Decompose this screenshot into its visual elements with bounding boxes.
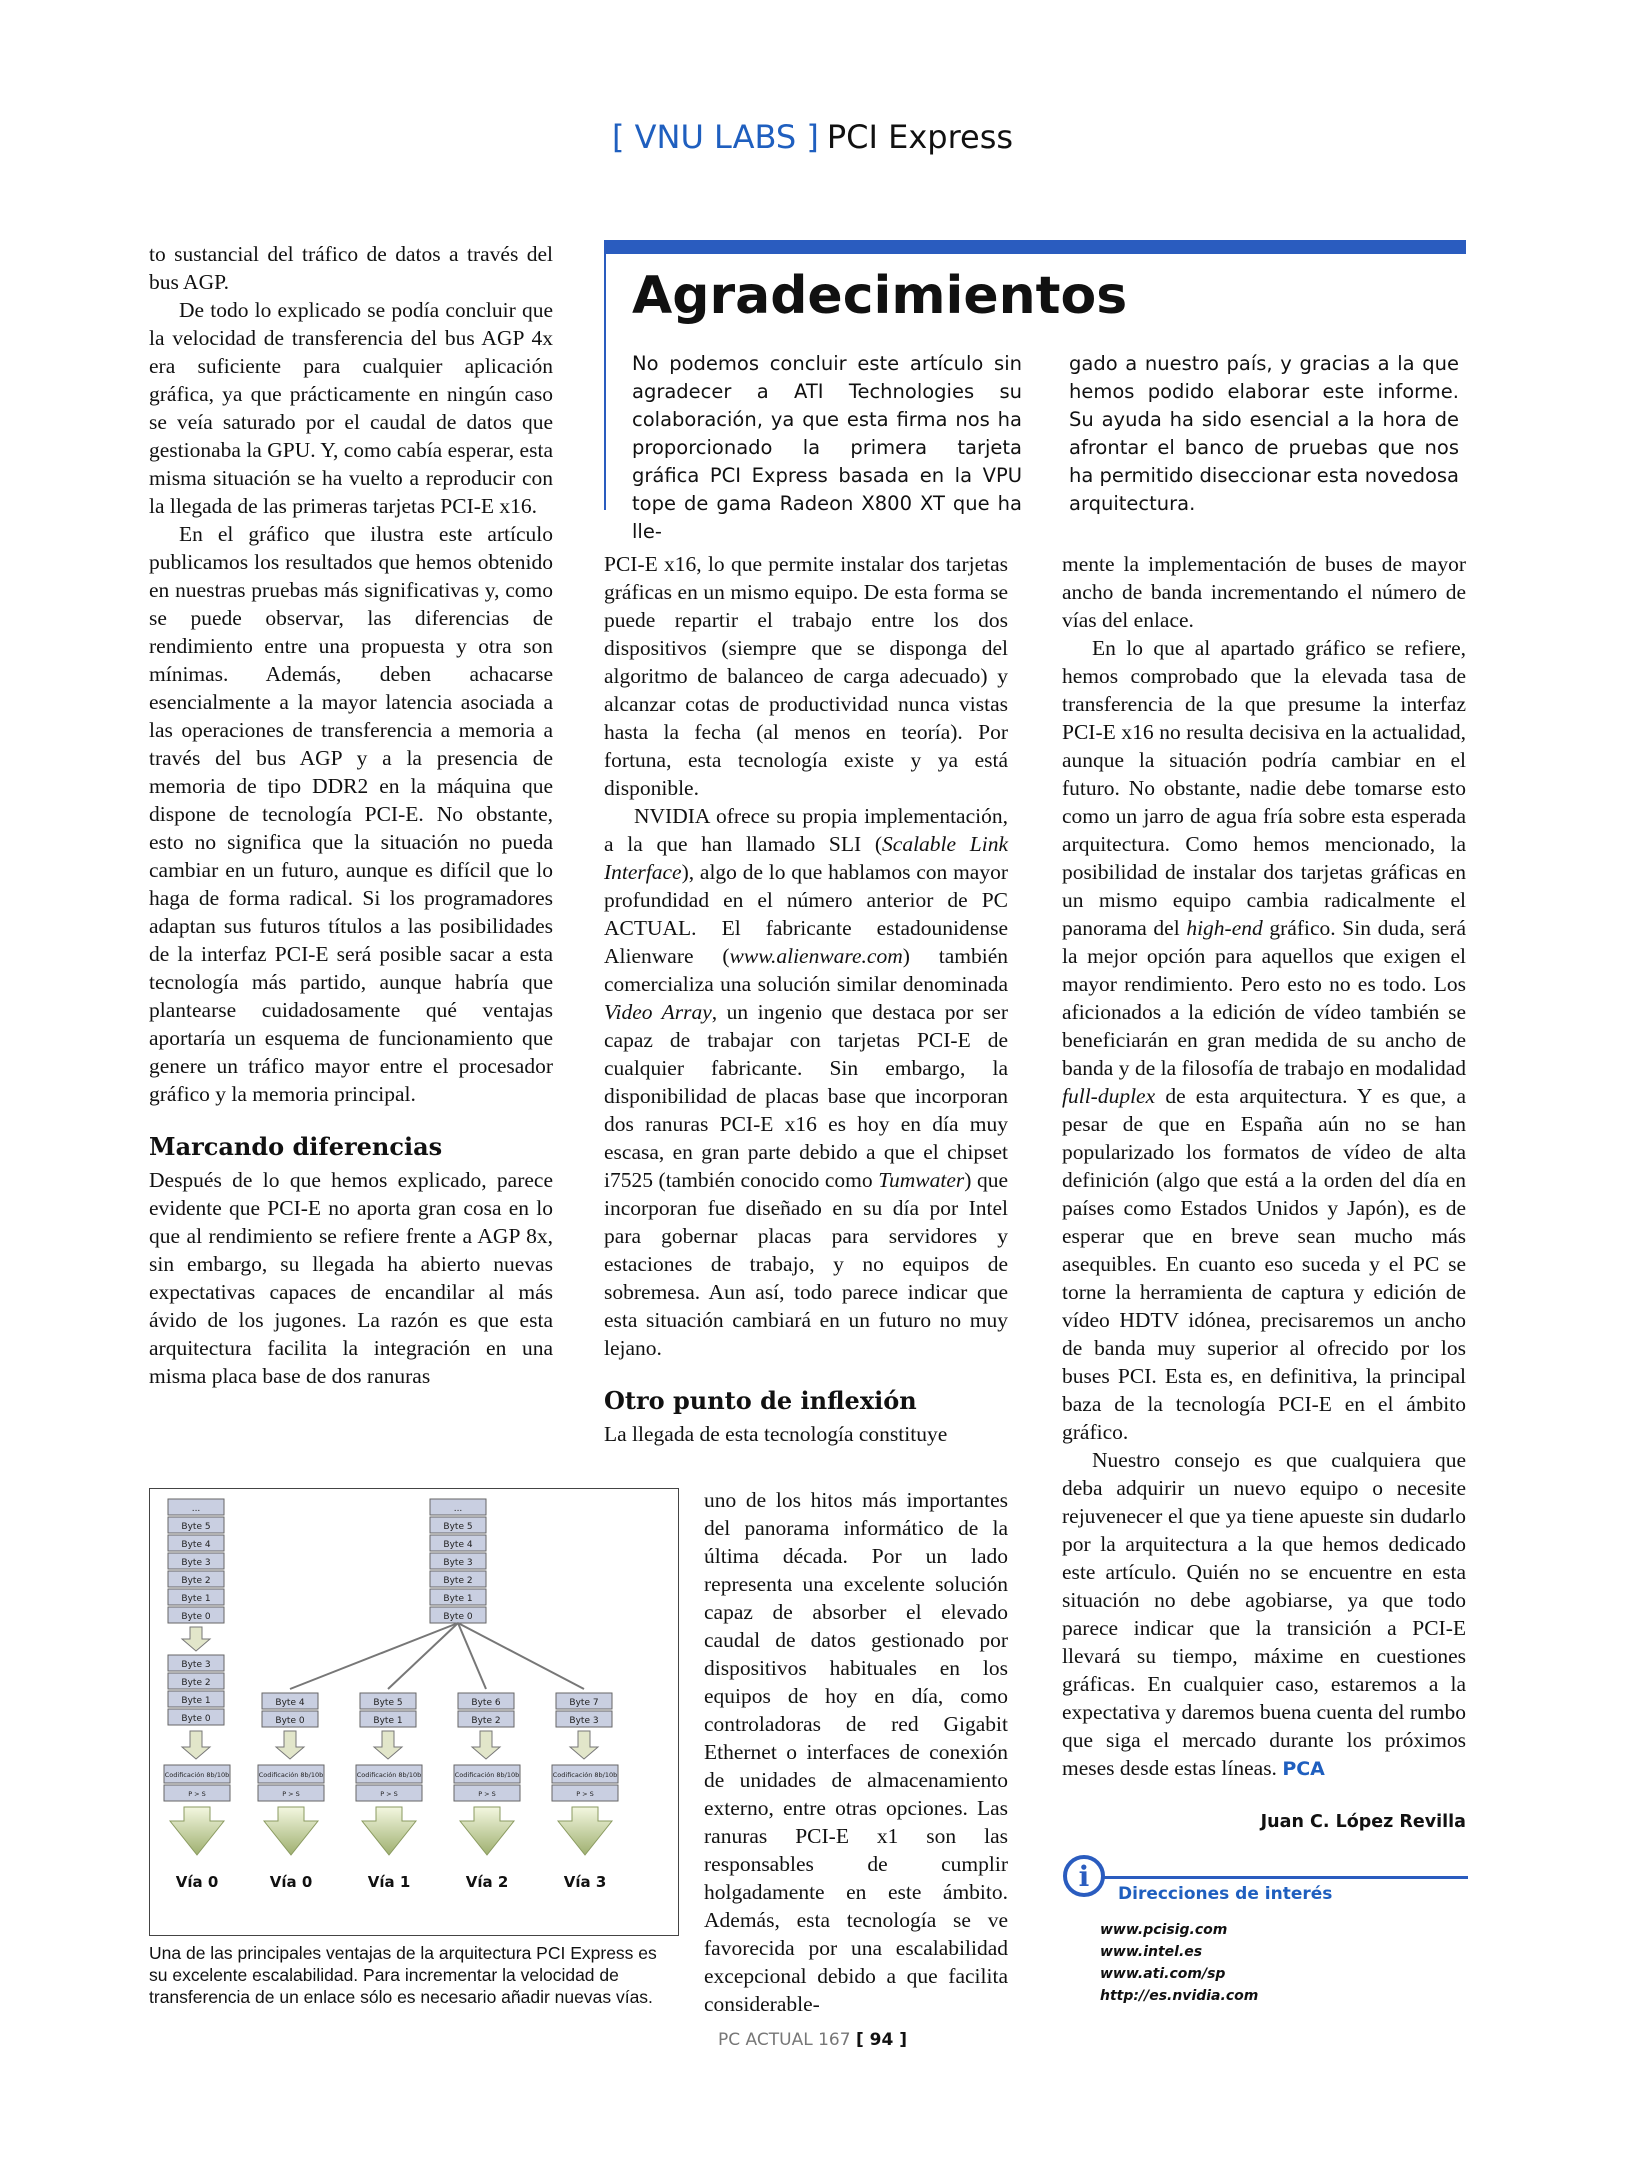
paragraph: La llegada de esta tecnología constituye [604, 1422, 948, 1446]
svg-text:Byte 0: Byte 0 [275, 1716, 305, 1726]
svg-text:Byte 2: Byte 2 [181, 1678, 211, 1688]
paragraph [604, 802, 1008, 1362]
page-header [0, 118, 1625, 156]
svg-text:...: ... [453, 1504, 463, 1514]
page-footer [0, 2030, 1625, 2050]
paragraph: De todo lo explicado se podía concluir que la velocidad de transferencia del bus AGP 4x era suficiente para cualquier aplicación gráfica, ya que prácticamente en ningún caso se veía saturado por el caudal de datos que gestionaba la GPU. Y, como cabía esperar, esta misma situación se ha vuelto a reproducir con la llegada de las primeras tarjetas PCI-E x16. [149, 298, 553, 518]
text-run: Tumwater [878, 1168, 965, 1192]
paragraph [1062, 1446, 1466, 1783]
svg-text:Byte 3: Byte 3 [181, 1660, 211, 1670]
svg-text:Byte 1: Byte 1 [443, 1594, 473, 1604]
lane-bytes [262, 1693, 612, 1727]
svg-text:...: ... [191, 1504, 201, 1514]
paragraph: Después de lo que hemos explicado, parece evidente que PCI-E no aporta gran cosa en lo que al rendimiento se refiere frente a AGP 8x, sin embargo, su llegada ha abierto nuevas expectativas capaces de encandilar al más ávido de los jugones. La razón es que esta arquitectura facilita la integración en una misma placa base de dos ranuras [149, 1168, 553, 1388]
svg-text:Byte 3: Byte 3 [569, 1716, 599, 1726]
box-title: Agradecimientos [632, 266, 1128, 326]
lane-labels [176, 1873, 607, 1891]
svg-text:P > S: P > S [188, 1790, 206, 1798]
paragraph: mente la implementación de buses de mayor ancho de banda incrementando el número de vías del enlace. [1062, 552, 1466, 632]
paragraph [1062, 634, 1466, 1446]
text-run: , un ingenio que destaca por ser capaz de trabajar con tarjetas PCI-E de cualquier fabricante. Sin embargo, la disponibilidad de placas base que incorporan dos ranuras PCI-E x16 es hoy en día muy escasa, en gran parte debido a que el chipset i7525 (también conocido como [604, 1000, 1008, 1192]
links-box [1062, 1840, 1468, 2004]
svg-text:Codificación 8b/10b: Codificación 8b/10b [356, 1771, 422, 1779]
svg-text:Vía 3: Vía 3 [563, 1873, 607, 1891]
author-name: Juan C. López Revilla [1260, 1812, 1466, 1832]
link-url[interactable]: www.intel.es [1100, 1944, 1203, 1960]
middle-column [604, 550, 1008, 1448]
svg-text:Byte 4: Byte 4 [181, 1540, 211, 1550]
box-column-1: No podemos concluir este artículo sin agradecer a ATI Technologies su colaboración, ya que esta firma nos ha proporcionado la primera tarjeta gráfica PCI Express basada en la VPU tope de gama Radeon X800 XT que ha lle- [632, 352, 1022, 543]
link-url[interactable]: http://es.nvidia.com [1100, 1988, 1259, 2004]
left-column [149, 240, 553, 1390]
signature-mark: PCA [1282, 1758, 1325, 1780]
text-run: NVIDIA ofrece su propia implementación, a la que han llamado SLI ( [604, 804, 1008, 856]
svg-text:Byte 5: Byte 5 [181, 1522, 211, 1532]
text-run: www.alienware.com [729, 944, 903, 968]
text-run: ) también comercializa una solución similar denominada [604, 944, 1008, 996]
paragraph: En el gráfico que ilustra este artículo publicamos los resultados que hemos obtenido en nuestras pruebas más significativas y, como se puede observar, las diferencias de rendimiento entre una propuesta y otra son mínimas. Además, deben achacarse esencialmente a la mayor latencia asociada a las operaciones de transferencia a memoria a través del bus AGP y a la presencia de memoria de tipo DDR2 en la máquina que dispone de tecnología PCI-E. No obstante, esto no significa que la situación no pueda cambiar en un futuro, aunque es difícil que lo haga de forma radical. Si los programadores adaptan sus futuros títulos a las posibilidades de la interfaz PCI-E será posible sacar a esta tecnología más partido, aunque habría que plantearse cuidadosamente qué ventajas aportaría un esquema de funcionamiento que genere un tráfico mayor entre el procesador gráfico y la memoria principal. [149, 522, 553, 1106]
acknowledgements-box [604, 240, 1466, 543]
svg-text:Codificación 8b/10b: Codificación 8b/10b [454, 1771, 520, 1779]
middle-column-narrow [704, 1486, 1008, 2018]
link-url[interactable]: www.pcisig.com [1100, 1922, 1228, 1938]
magazine-issue: PC ACTUAL 167 [718, 2030, 851, 2050]
coding-arrows [182, 1731, 598, 1759]
svg-text:Vía 0: Vía 0 [269, 1873, 313, 1891]
svg-text:Byte 7: Byte 7 [569, 1698, 599, 1708]
link-url[interactable]: www.ati.com/sp [1100, 1966, 1226, 1982]
text-run: gráfico. Sin duda, será la mejor opción para aquellos que exigen el mayor rendimiento. Pero esto no es todo. Los aficionados a la edición de vídeo también se beneficiarán en gran medida de su ancho de banda y de la filosofía de trabajo en modalidad [1062, 916, 1467, 1080]
svg-text:Byte 1: Byte 1 [181, 1594, 211, 1604]
svg-text:P > S: P > S [576, 1790, 594, 1798]
fan-out-lines [290, 1623, 584, 1689]
section-title: PCI Express [826, 118, 1014, 156]
paragraph: PCI-E x16, lo que permite instalar dos tarjetas gráficas en un mismo equipo. De esta forma se puede repartir el trabajo entre los dos dispositivos (siempre que se disponga del algoritmo de balanceo de carga adecuado) y alcanzar cotas de productividad nunca vistas hasta la fecha (al menos en teoría). Por fortuna, esta tecnología existe y ya está disponible. [604, 552, 1008, 800]
text-run: high-end [1186, 916, 1263, 940]
svg-text:Byte 2: Byte 2 [471, 1716, 501, 1726]
info-icon [1062, 1854, 1106, 1898]
svg-text:Byte 0: Byte 0 [181, 1714, 211, 1724]
svg-text:Byte 2: Byte 2 [181, 1576, 211, 1586]
svg-text:Byte 0: Byte 0 [443, 1612, 473, 1622]
text-run: Video Array [604, 1000, 712, 1024]
svg-text:Byte 4: Byte 4 [443, 1540, 473, 1550]
svg-text:Byte 5: Byte 5 [443, 1522, 473, 1532]
svg-text:Byte 3: Byte 3 [181, 1558, 211, 1568]
svg-text:P > S: P > S [478, 1790, 496, 1798]
coding-blocks [164, 1765, 618, 1801]
svg-text:Codificación 8b/10b: Codificación 8b/10b [258, 1771, 324, 1779]
byte-stack-b [430, 1499, 486, 1623]
svg-text:Byte 3: Byte 3 [443, 1558, 473, 1568]
svg-text:Byte 1: Byte 1 [181, 1696, 211, 1706]
svg-text:Byte 0: Byte 0 [181, 1612, 211, 1622]
svg-text:P > S: P > S [380, 1790, 398, 1798]
text-run: En lo que al apartado gráfico se refiere, hemos comprobado que la elevada tasa de transferencia de la que presume la interfaz PCI-E x16 no resulta decisiva en la actualidad, aunque la situación podría cambiar en el futuro. No obstante, nadie debe tomarse esto como un jarro de agua fría sobre esta esperada arquitectura. Como hemos mencionado, la posibilidad de instalar dos tarjetas gráficas en un mismo equipo cambia radicalmente el panorama del [1062, 636, 1466, 940]
text-run: de esta arquitectura. Y es que, a pesar de que en España aún no se han popularizado los formatos de vídeo de alta definición (algo que está a la orden del día en países como Estados Unidos y Japón), es de esperar que en breve sean mucho más asequibles. En cuanto eso suceda y el PC se torne la herramienta de captura y edición de vídeo HDTV idónea, precisaremos un ancho de banda muy superior al ofrecido por los buses PCI. Esta es, en definitiva, la principal baza de la tecnología PCI-E en el ámbito gráfico. [1062, 1084, 1466, 1444]
box-side-rule [604, 240, 606, 510]
text-run: Scalable Link Interface [604, 832, 1008, 884]
subheading: Otro punto de inflexión [604, 1386, 917, 1415]
right-column [1062, 550, 1466, 1783]
box-column-2: gado a nuestro país, y gracias a la que hemos podido elaborar este informe. Su ayuda ha sido esencial a la hora de afrontar el banco de pruebas que nos ha permitido diseccionar esta novedosa arquitectura. [1069, 352, 1459, 515]
subheading: Marcando diferencias [149, 1132, 443, 1161]
paragraph: to sustancial del tráfico de datos a través del bus AGP. [149, 242, 553, 294]
svg-text:Byte 2: Byte 2 [443, 1576, 473, 1586]
info-icon-letter: i [1078, 1860, 1090, 1893]
text-run: ), algo de lo que hablamos con mayor profundidad en el número anterior de PC ACTUAL. El fabricante estadounidense Alienware ( [604, 860, 1008, 968]
svg-text:Codificación 8b/10b: Codificación 8b/10b [164, 1771, 230, 1779]
svg-text:Vía 1: Vía 1 [367, 1873, 411, 1891]
svg-text:P > S: P > S [282, 1790, 300, 1798]
svg-text:Vía 2: Vía 2 [465, 1873, 509, 1891]
links-rule [1102, 1876, 1468, 1879]
text-run: Nuestro consejo es que cualquiera que deba adquirir un nuevo equipo o necesite rejuvenecer el que ya tiene apueste sin dudarlo por la arquitectura a la que hemos dedicado este artículo. Quién no se encuentre en esta situación no debe agobiarse, ya que todo parece indicar que la transición a PCI-E llevará su tiempo, máxime en cuestiones gráficas. En cualquier caso, estaremos a la expectativa y daremos buena cuenta del rumbo que siga el mercado durante los próximos meses desde estas líneas. [1062, 1448, 1466, 1780]
svg-text:Byte 5: Byte 5 [373, 1698, 403, 1708]
lanes-diagram [150, 1489, 678, 1935]
links-title: Direcciones de interés [1118, 1884, 1333, 1904]
svg-text:Vía 0: Vía 0 [175, 1873, 219, 1891]
lane-arrows [170, 1807, 612, 1855]
text-run: ) que incorporan fue diseñado en su día por Intel para gobernar placas para servidores y estaciones de trabajo, y no equipos de sobremesa. Aun así, todo parece indicar que esta situación cambiará en un futuro no muy lejano. [604, 1168, 1008, 1360]
svg-text:Byte 4: Byte 4 [275, 1698, 305, 1708]
svg-text:Byte 6: Byte 6 [471, 1698, 501, 1708]
svg-text:Codificación 8b/10b: Codificación 8b/10b [552, 1771, 618, 1779]
page-number: [ 94 ] [855, 2030, 907, 2050]
pci-lanes-figure [149, 1488, 679, 1936]
box-top-bar [604, 240, 1466, 254]
section-tag: [ VNU LABS ] [611, 118, 819, 156]
svg-text:Byte 1: Byte 1 [373, 1716, 403, 1726]
figure-caption: Una de las principales ventajas de la arquitectura PCI Express es su excelente escalabilidad. Para incrementar la velocidad de transferencia de un enlace sólo es necesario añadir nuevas vías. [149, 1943, 657, 2007]
byte-stack-a [168, 1499, 224, 1725]
text-run: full-duplex [1062, 1084, 1156, 1108]
paragraph: uno de los hitos más importantes del panorama informático de la última década. Por un lado representa una excelente solución capaz de absorber el elevado caudal de datos gestionado por dispositivos habituales en los equipos de hoy en día, como controladoras de red Gigabit Ethernet o interfaces de conexión de unidades de almacenamiento externo, entre otras opciones. Las ranuras PCI-E x1 son las responsables de cumplir holgadamente en este ámbito. Además, esta tecnología se ve favorecida por una escalabilidad excepcional debido a que facilita considerable- [704, 1488, 1008, 2016]
